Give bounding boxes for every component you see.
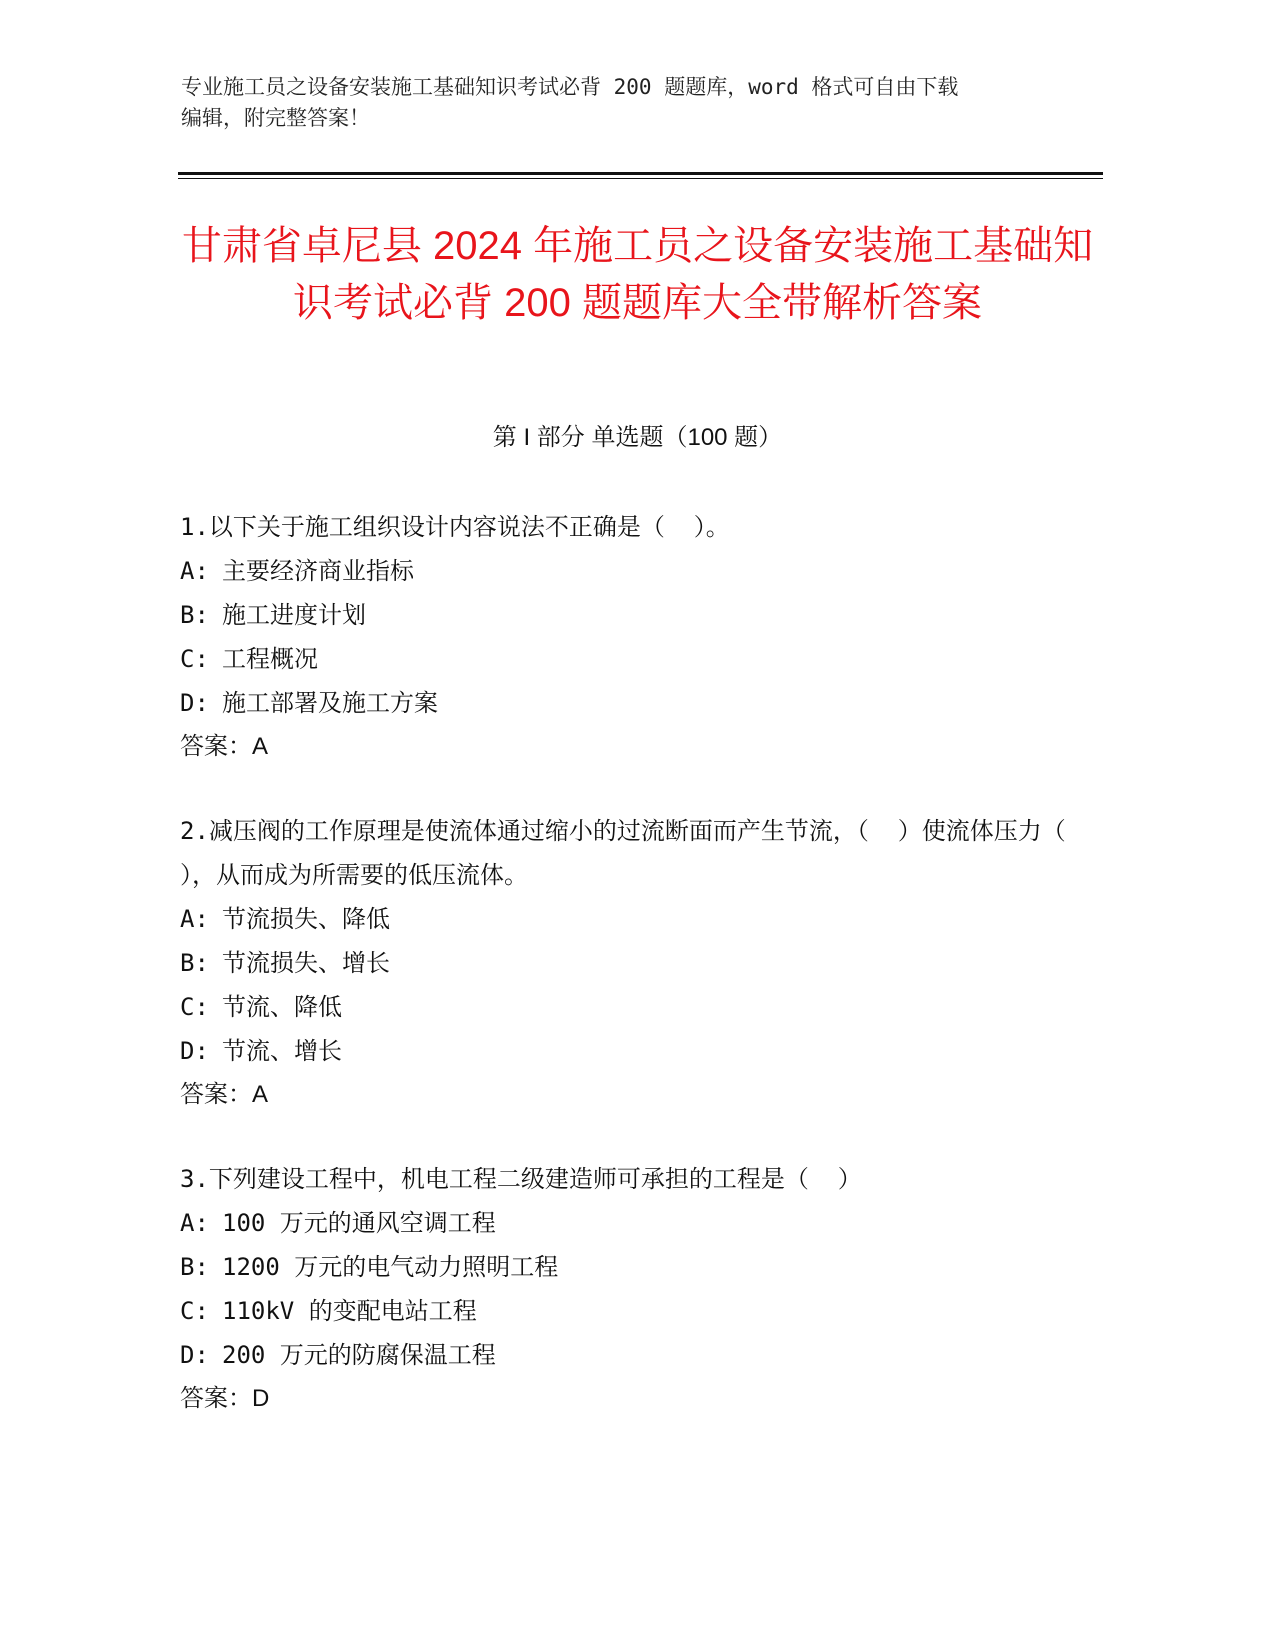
option-letter: B:: [180, 949, 209, 977]
option-text: 工程概况: [222, 645, 318, 673]
option-text: 200 万元的防腐保温工程: [222, 1341, 496, 1369]
option-b: [180, 1245, 1070, 1289]
answer-line: 答案：D: [180, 1385, 270, 1412]
option-text: 110kV 的变配电站工程: [222, 1297, 477, 1325]
option-a: [180, 1201, 1070, 1245]
question-2: [180, 809, 1095, 1117]
option-text: 节流、增长: [222, 1037, 342, 1065]
document-title: 甘肃省卓尼县 2024 年施工员之设备安装施工基础知识考试必背 200 题题库大全带解析答案: [181, 224, 1094, 325]
answer-line: 答案：A: [180, 1081, 269, 1108]
option-letter: A:: [180, 557, 209, 585]
option-letter: B:: [180, 1253, 209, 1281]
option-c: [180, 1289, 1070, 1333]
option-text: 节流损失、增长: [222, 949, 390, 977]
option-c: [180, 985, 1070, 1029]
option-text: 节流、降低: [222, 993, 342, 1021]
header-note: [181, 72, 1061, 134]
option-text: 施工部署及施工方案: [222, 689, 438, 717]
option-letter: A:: [180, 1209, 209, 1237]
question-stem: 2.减压阀的工作原理是使流体通过缩小的过流断面而产生节流，（ ）使流体压力（ ），从而成为所需要的低压流体。: [180, 817, 1095, 889]
option-d: [180, 1029, 1070, 1073]
option-a: [180, 549, 1070, 593]
header-rule-thin: [178, 178, 1103, 179]
option-letter: C:: [180, 645, 209, 673]
question-stem: 3.下列建设工程中，机电工程二级建造师可承担的工程是（ ）: [180, 1165, 862, 1193]
question-1: [180, 505, 1070, 769]
header-note-line2: 编辑，附完整答案！: [181, 106, 370, 130]
option-d: [180, 1333, 1070, 1377]
option-text: 主要经济商业指标: [222, 557, 414, 585]
header-rule-thick: [178, 172, 1103, 175]
option-letter: D:: [180, 1037, 209, 1065]
question-3: [180, 1157, 1070, 1421]
section-heading: 第 I 部分 单选题（100 题）: [492, 424, 783, 451]
option-letter: D:: [180, 689, 209, 717]
option-letter: C:: [180, 1297, 209, 1325]
question-stem: 1.以下关于施工组织设计内容说法不正确是（ ）。: [180, 513, 730, 541]
option-text: 100 万元的通风空调工程: [222, 1209, 496, 1237]
header-note-line1: 专业施工员之设备安装施工基础知识考试必背 200 题题库，word 格式可自由下载: [181, 75, 959, 99]
option-c: [180, 637, 1070, 681]
answer-line: 答案：A: [180, 733, 269, 760]
option-d: [180, 681, 1070, 725]
option-b: [180, 941, 1070, 985]
option-letter: C:: [180, 993, 209, 1021]
option-text: 1200 万元的电气动力照明工程: [222, 1253, 559, 1281]
option-b: [180, 593, 1070, 637]
option-text: 节流损失、降低: [222, 905, 390, 933]
option-letter: A:: [180, 905, 209, 933]
option-letter: B:: [180, 601, 209, 629]
option-text: 施工进度计划: [222, 601, 366, 629]
question-list: [180, 505, 1095, 1461]
option-letter: D:: [180, 1341, 209, 1369]
option-a: [180, 897, 1070, 941]
